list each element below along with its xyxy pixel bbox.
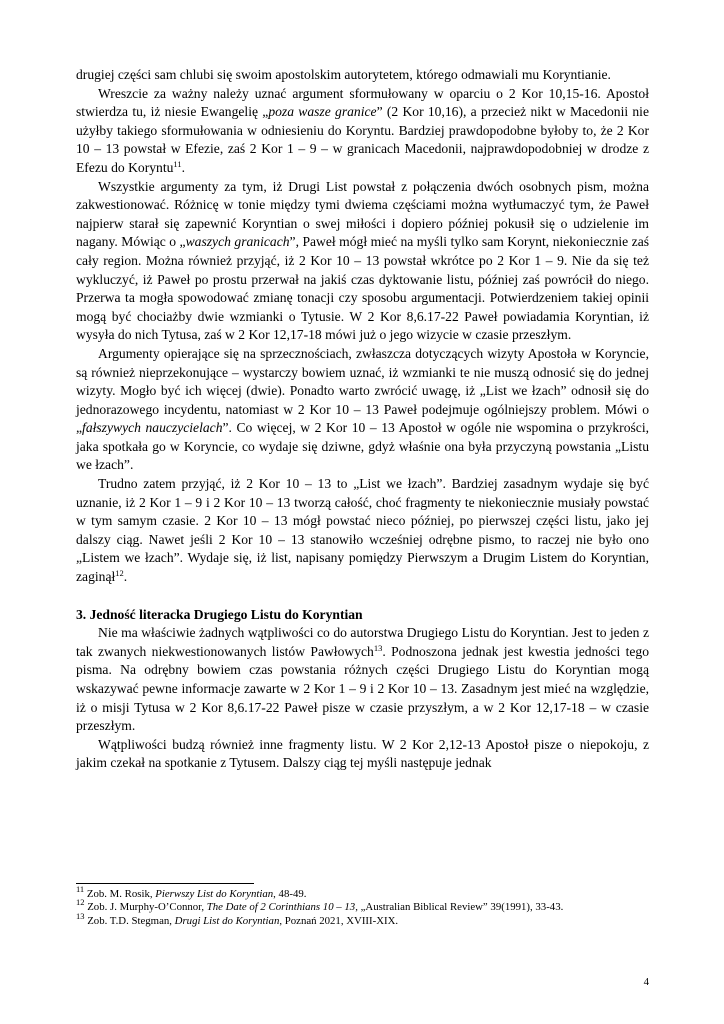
main-text — [76, 66, 649, 773]
footnote-ref-13[interactable]: 13 — [373, 642, 383, 653]
section-heading: 3. Jedność literacka Drugiego Listu do Koryntian — [76, 606, 363, 622]
footnote-ref-12[interactable]: 12 — [115, 568, 124, 579]
footnote-12: $^{12}$ Zob. J. Murphy-O’Connor, The Date of 2 Corinthians 10 – 13, „Australian Biblical Review” 39(1991), 33-43. — [76, 897, 564, 914]
footnotes — [76, 884, 649, 928]
paragraph-3: Wszystkie argumenty za tym, iż Drugi List powstał z połączenia dwóch osobnych pism, można zakwestionować. Różnicę w tonie między tymi dwiema częściami można wytłumaczyć tym, że Paweł najpierw starał się zapewnić Koryntian o swej miłości i dopiero później pokusił się o udzielenie im nagany. Mówiąc o „waszych granicach”, Paweł mógł mieć na myśli tylko sam Korynt, niekoniecznie zaś cały region. Można również przyjąć, iż 2 Kor 10 – 13 powstał wkrótce po 2 Kor 1 – 9. Nie da się też wykluczyć, iż Paweł po prostu przerwał na jakiś czas dyktowanie listu, później zaś powrócił do niego. Przerwa ta mogła spowodować zmianę tonacji czy sposobu argumentacji. Potwierdzeniem takiej opinii mogą być chociażby dwie wzmianki o Tytusie. W 2 Kor 8,6.17-22 Paweł powiadamia Koryntian, iż wysyła do nich Tytusa, zaś w 2 Kor 12,17-18 mówi już o jego wizycie w czasie przeszłym. — [76, 178, 650, 343]
paragraph-1: drugiej części sam chlubi się swoim apostolskim autorytetem, którego odmawiali mu Koryntianie. — [76, 67, 611, 82]
footnote-separator — [76, 883, 254, 884]
footnote-number: 12 — [76, 897, 85, 908]
italic-phrase: waszych granicach — [185, 234, 290, 250]
footnote-ref-11[interactable]: 11 — [173, 158, 182, 169]
italic-phrase: poza wasze granice — [268, 104, 377, 120]
footnote-13: $^{13}$ Zob. T.D. Stegman, Drugi List do Koryntian, Poznań 2021, XVIII-XIX. — [76, 910, 399, 927]
paragraph-6: Nie ma właściwie żadnych wątpliwości co do autorstwa Drugiego Listu do Koryntian. Jest to jeden z tak zwanych niekwestionowanych listów Pawłowych$^{13}$. Podnoszona jednak jest kwestia jedności tego pisma. Na odrębny bowiem czas powstania różnych części Drugiego Listu do Koryntian mogą wskazywać pewne informacje zawarte w 2 Kor 1 – 9 i 2 Kor 10 – 13. Zasadnym jest mieć na względzie, iż o misji Tytusa w 2 Kor 8,6.17-22 Paweł pisze w czasie przyszłym, a w 2 Kor 12,17-18 – w czasie przeszłym. — [76, 625, 649, 734]
italic-phrase: fałszywych nauczycielach — [82, 420, 223, 436]
page-number: 4 — [643, 976, 649, 988]
paragraph-7: Wątpliwości budzą również inne fragmenty listu. W 2 Kor 2,12-13 Apostoł pisze o niepokoju, z jakim czekał na spotkanie z Tytusem. Dalszy ciąg tej myśli następuje jednak — [76, 736, 649, 771]
paragraph-2: Wreszcie za ważny należy uznać argument sformułowany w oparciu o 2 Kor 10,15-16. Apostoł stwierdza tu, iż niesie Ewangelię „poza wasze granice” (2 Kor 10,16), a przecież nikt w Macedonii nie użyłby takiego sformułowania w odniesieniu do Koryntu. Bardziej prawdopodobne byłoby to, że 2 Kor 10 – 13 powstał w Efezie, zaś 2 Kor 1 – 9 – w granicach Macedonii, najprawdopodobniej w drodze z Efezu do Koryntu$^{11}$. — [76, 85, 649, 175]
paragraph-4: Argumenty opierające się na sprzecznościach, zwłaszcza dotyczących wizyty Apostoła w Koryncie, są również nieprzekonujące – wystarczy bowiem uznać, iż wzmianki te nie muszą odnosić się do jednej wizyty. Mogło być ich więcej (dwie). Ponadto warto zwrócić uwagę, iż „List we łzach” odnosił się do jednorazowego incydentu, natomiast w 2 Kor 10 – 13 Paweł podejmuje ogólniejszy problem. Mówi o „fałszywych nauczycielach”. Co więcej, w 2 Kor 10 – 13 Apostoł w ogóle nie wspomina o przykrości, jaka spotkała go w Koryncie, co wydaje się dziwne, gdyż właśnie ona była przyczyną powstania „Listu we łzach”. — [76, 345, 650, 473]
footnote-11: $^{11}$ Zob. M. Rosik, Pierwszy List do Koryntian, 48-49. — [76, 884, 307, 900]
footnote-number: 13 — [76, 910, 85, 921]
footnote-number: 11 — [76, 884, 85, 894]
paragraph-5: Trudno zatem przyjąć, iż 2 Kor 10 – 13 to „List we łzach”. Bardziej zasadnym wydaje się być uznanie, iż 2 Kor 1 – 9 i 2 Kor 10 – 13 tworzą całość, choć fragmenty te niekoniecznie musiały powstać w tym samym czasie. 2 Kor 10 – 13 mógł powstać nieco później, po pierwszej części listu, jako jej dalszy ciąg. Nawet jeśli 2 Kor 10 – 13 stanowiło wcześniej odrębne pismo, to raczej nie było ono „Listem we łzach”. Wydaje się, iż list, napisany pomiędzy Pierwszym a Drugim Listem do Koryntian, zaginął$^{12}$. — [76, 476, 649, 585]
